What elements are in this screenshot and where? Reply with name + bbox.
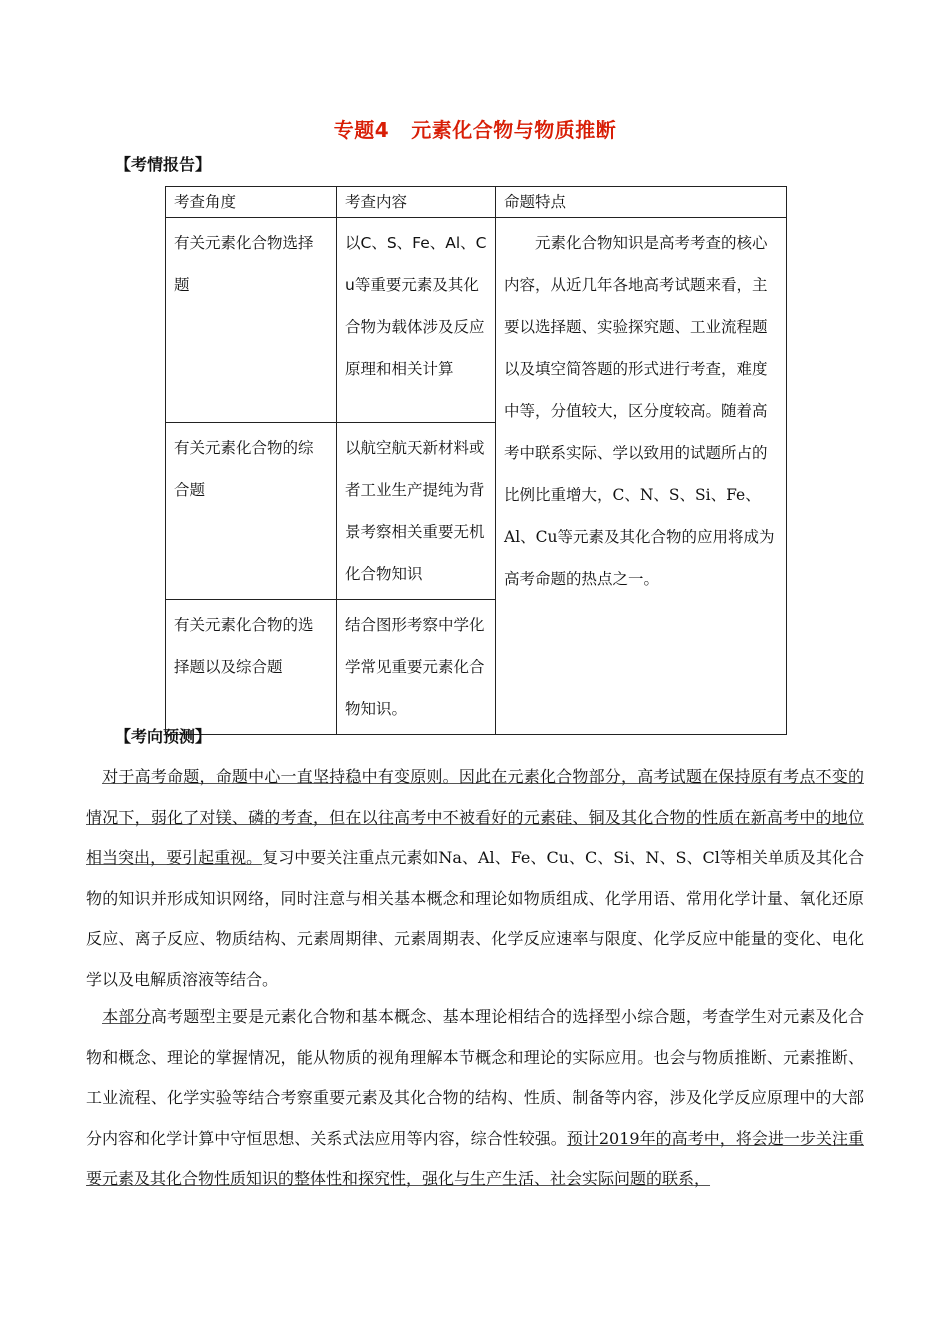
feature-cell: 元素化合物知识是高考考查的核心内容，从近几年各地高考试题来看，主要以选择题、实验探究题、工业流程题以及填空简答题的形式进行考查，难度中等，分值较大，区分度较高。随着高考中联系实际、学以致用的试题所占的比例比重增大，C、N、S、Si、Fe、Al、Cu等元素及其化合物的应用将成为高考命题的热点之一。 xyxy=(496,218,787,735)
document-title xyxy=(0,114,950,143)
underlined-text: 预计2019年的高考中，将会进一步关注重要元素及其化合物性质知识的整体性和探究性，强化与生产生活、社会实际问题的联系， xyxy=(86,1128,864,1188)
content-cell: 结合图形考察中学化学常见重要元素化合物知识。 xyxy=(337,600,496,735)
table-row xyxy=(166,218,787,423)
content-cell: 以C、S、Fe、Al、Cu等重要元素及其化合物为载体涉及反应原理和相关计算 xyxy=(337,218,496,423)
angle-cell: 有关元素化合物的综合题 xyxy=(166,423,337,600)
forecast-heading: 【考向预测】 xyxy=(115,727,212,746)
header-angle: 考查角度 xyxy=(166,187,337,218)
topic-name: 元素化合物与物质推断 xyxy=(411,118,617,142)
header-content: 考查内容 xyxy=(337,187,496,218)
table-header-row xyxy=(166,187,787,218)
content-cell: 以航空航天新材料或者工业生产提纯为背景考察相关重要无机化合物知识 xyxy=(337,423,496,600)
angle-cell: 有关元素化合物选择题 xyxy=(166,218,337,423)
paragraph-text: 高考题型主要是元素化合物和基本概念、基本理论相结合的选择型小综合题，考查学生对元素及化合物和概念、理论的掌握情况，能从物质的视角理解本节概念和理论的实际应用。也会与物质推断、元素推断、工业流程、化学实验等结合考察重要元素及其化合物的结构、性质、制备等内容，涉及化学反应原理中的大部分内容和化学计算中守恒思想、关系式法应用等内容，综合性较强。 xyxy=(86,1007,864,1148)
report-heading: 【考情报告】 xyxy=(115,155,212,174)
underlined-text: 对于高考命题，命题中心一直坚持稳中有变原则。因此在元素化合物部分，高考试题在保持原有考点不变的情况下，弱化了对镁、磷的考查，但在以往高考中不被看好的元素硅、铜及其化合物的性质在新高考中的地位相当突出，要引起重视。 xyxy=(86,767,864,867)
underlined-text: 本部分 xyxy=(102,1007,151,1026)
forecast-paragraph-2 xyxy=(86,997,864,1200)
paragraph-text: 复习中要关注重点元素如Na、Al、Fe、Cu、C、Si、N、S、Cl等相关单质及其化合物的知识并形成知识网络，同时注意与相关基本概念和理论如物质组成、化学用语、常用化学计量、氧化还原反应、离子反应、物质结构、元素周期律、元素周期表、化学反应速率与限度、化学反应中能量的变化、电化学以及电解质溶液等结合。 xyxy=(86,848,864,989)
angle-cell: 有关元素化合物的选择题以及综合题 xyxy=(166,600,337,735)
exam-report-table xyxy=(165,186,787,735)
topic-number: 专题4 xyxy=(333,118,390,142)
forecast-paragraph-1 xyxy=(86,757,864,1000)
header-feature: 命题特点 xyxy=(496,187,787,218)
